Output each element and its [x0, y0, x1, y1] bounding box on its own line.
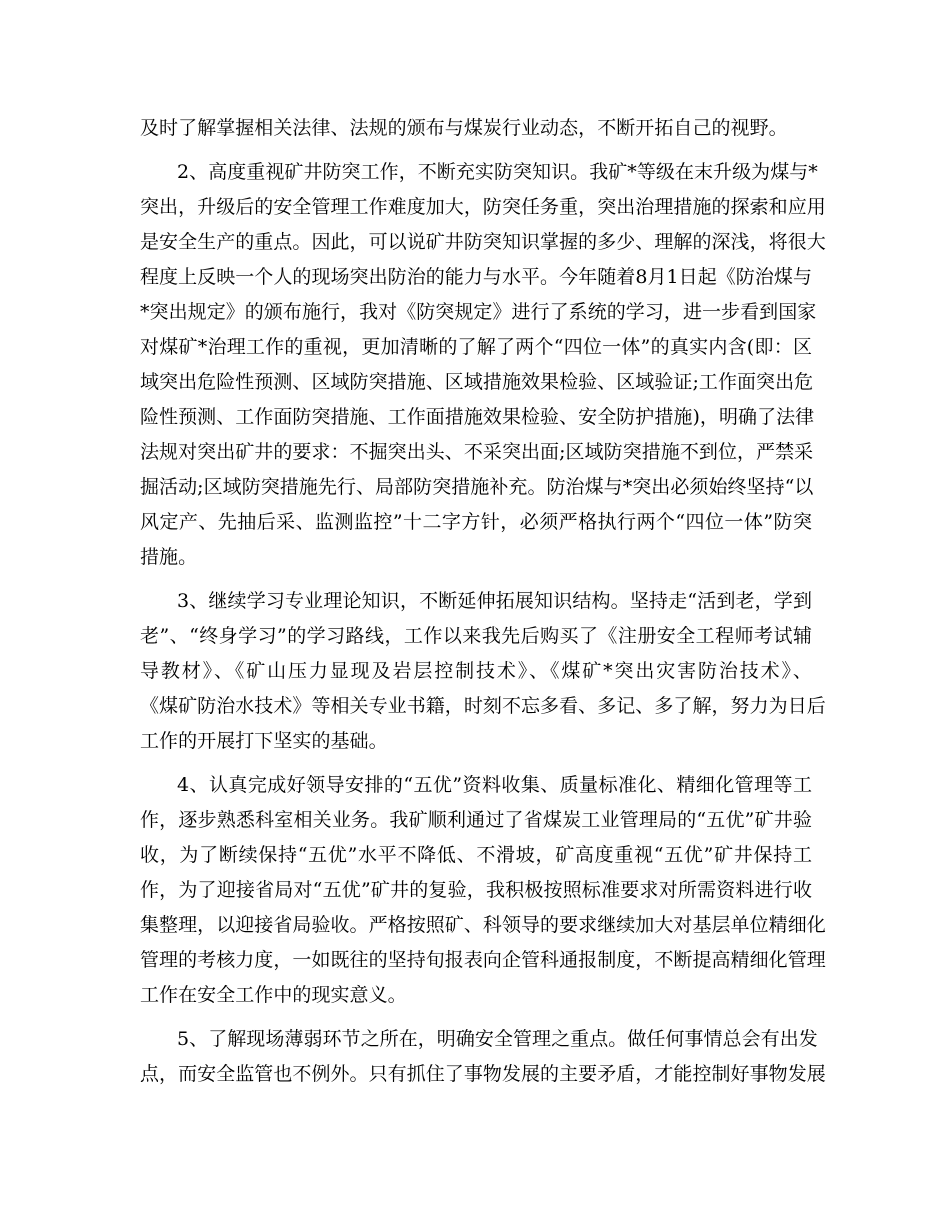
paragraph-5-line: 5、了解现场薄弱环节之所在，明确安全管理之重点。做任何事情总会有出发 [177, 1028, 818, 1050]
paragraph-4-line: 管理的考核力度，一如既往的坚持旬报表向企管科通报制度，不断提高精细化管理 [140, 949, 826, 971]
paragraph-3-line: 3、继续学习专业理论知识，不断延伸拓展知识结构。坚持走“活到老，学到 [177, 590, 812, 612]
paragraph-4-line: 收，为了断续保持“五优”水平不降低、不滑坡，矿高度重视“五优”矿井保持工 [140, 844, 812, 866]
paragraph-2-line: 法规对突出矿井的要求：不掘突出头、不采突出面;区域防突措施不到位，严禁采 [140, 441, 814, 463]
paragraph-5-line: 点，而安全监管也不例外。只有抓住了事物发展的主要矛盾，才能控制好事物发展 [140, 1063, 826, 1085]
paragraph-2-line: 程度上反映一个人的现场突出防治的能力与水平。今年随着8月1日起《防治煤与 [140, 266, 812, 288]
paragraph-2-line: 域突出危险性预测、区域防突措施、区域措施效果检验、区域验证;工作面突出危 [140, 371, 814, 393]
paragraph-4-line: 作，为了迎接省局对“五优”矿井的复验，我积极按照标准要求对所需资料进行收 [140, 879, 812, 901]
paragraph-3-line: 《煤矿防治水技术》等相关专业书籍，时刻不忘多看、多记、多了解，努力为日后 [140, 695, 826, 717]
paragraph-3-line: 老”、“终身学习”的学习路线，工作以来我先后购买了《注册安全工程师考试辅 [140, 625, 812, 647]
text-line: 及时了解掌握相关法律、法规的颁布与煤炭行业动态，不断开拓自己的视野。 [140, 117, 788, 139]
paragraph-2-line: 险性预测、工作面防突措施、工作面措施效果检验、安全防护措施)，明确了法律 [140, 406, 815, 428]
paragraph-4-line: 作，逐步熟悉科室相关业务。我矿顺利通过了省煤炭工业管理局的“五优”矿井验 [140, 809, 812, 831]
paragraph-3-line: 工作的开展打下坚实的基础。 [140, 730, 388, 752]
paragraph-2-line: 2、高度重视矿井防突工作，不断充实防突知识。我矿*等级在末升级为煤与* [177, 161, 818, 183]
paragraph-3-line: 导教材》、《矿山压力显现及岩层控制技术》、《煤矿*突出灾害防治技术》、 [140, 660, 812, 682]
paragraph-2-line: 突出，升级后的安全管理工作难度加大，防突任务重，突出治理措施的探索和应用 [140, 196, 826, 218]
paragraph-4-line: 集整理，以迎接省局验收。严格按照矿、科领导的要求继续加大对基层单位精细化 [140, 914, 826, 936]
paragraph-2-line: *突出规定》的颁布施行，我对《防突规定》进行了系统的学习，进一步看到国家 [140, 301, 817, 323]
paragraph-2-line: 措施。 [140, 546, 198, 568]
paragraph-2-line: 对煤矿*治理工作的重视，更加清晰的了解了两个“四位一体”的真实内含(即：区 [140, 336, 812, 358]
paragraph-2-line: 风定产、先抽后采、监测监控”十二字方针，必须严格执行两个“四位一体”防突 [140, 511, 812, 533]
paragraph-2-line: 掘活动;区域防突措施先行、局部防突措施补充。防治煤与*突出必须始终坚持“以 [140, 476, 814, 498]
paragraph-4-line: 4、认真完成好领导安排的“五优”资料收集、质量标准化、精细化管理等工 [177, 774, 812, 796]
paragraph-2-line: 是安全生产的重点。因此，可以说矿井防突知识掌握的多少、理解的深浅，将很大 [140, 231, 826, 253]
paragraph-4-line: 工作在安全工作中的现实意义。 [140, 984, 407, 1006]
